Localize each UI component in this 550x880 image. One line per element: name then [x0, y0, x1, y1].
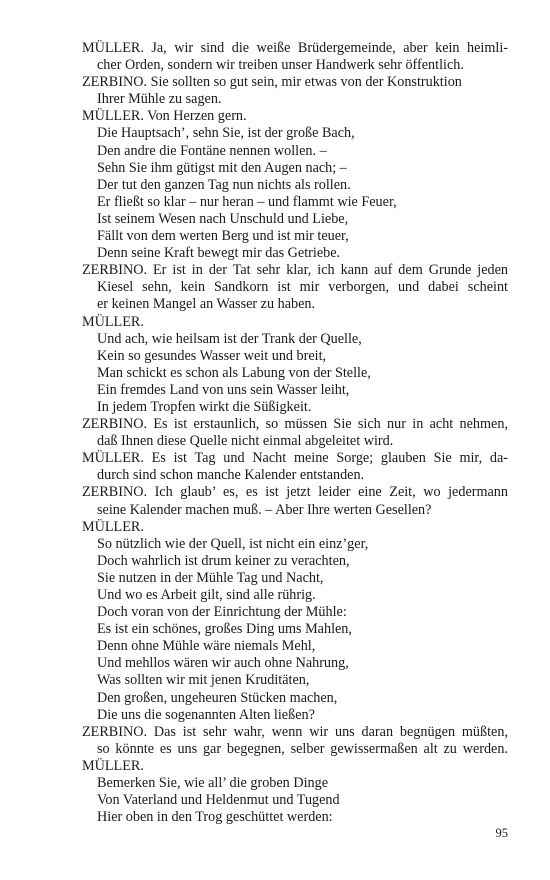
text-line: MÜLLER. Von Herzen gern.	[82, 108, 247, 125]
page-text	[82, 40, 508, 826]
text-line-continuation: Den andre die Fontäne nennen wollen. –	[97, 142, 327, 159]
text-line-continuation: Er fließt so klar – nur heran – und flammt wie Feuer,	[97, 193, 397, 210]
text-line-continuation: Was sollten wir mit jenen Kruditäten,	[97, 672, 310, 689]
text-line: MÜLLER.	[82, 757, 144, 774]
text-line-continuation: Und mehllos wären wir auch ohne Nahrung,	[97, 655, 349, 672]
text-line-continuation: Denn seine Kraft bewegt mir das Getriebe.	[97, 245, 341, 262]
text-line-continuation: Denn ohne Mühle wäre niemals Mehl,	[97, 638, 316, 655]
text-line: ZERBINO. Sie sollten so gut sein, mir etwas von der Konstruktion	[82, 74, 462, 91]
text-line-continuation: Ein fremdes Land von uns sein Wasser leiht,	[97, 381, 350, 398]
text-line-continuation: Doch voran von der Einrichtung der Mühle:	[97, 604, 347, 621]
text-line-continuation: Bemerken Sie, wie all’ die groben Dinge	[97, 775, 328, 792]
text-line-continuation: Man schickt es schon als Labung von der Stelle,	[97, 364, 371, 381]
text-line-continuation: Die uns die sogenannten Alten ließen?	[97, 706, 315, 723]
text-line-continuation: So nützlich wie der Quell, ist nicht ein einz’ger,	[97, 535, 369, 552]
text-line-continuation: Doch wahrlich ist drum keiner zu verachten,	[97, 552, 350, 569]
text-line: MÜLLER. Ja, wir sind die weiße Brüdergemeinde, aber kein heimli-	[82, 40, 508, 56]
text-line-continuation: so könnte es uns gar begegnen, selber gewissermaßen alt zu werden.	[97, 740, 508, 757]
text-line: MÜLLER. Es ist Tag und Nacht meine Sorge; glauben Sie mir, da-	[82, 450, 508, 467]
text-line-continuation: Ist seinem Wesen nach Unschuld und Liebe,	[97, 210, 349, 227]
text-line: ZERBINO. Ich glaub’ es, es ist jetzt leider eine Zeit, wo jedermann	[82, 484, 508, 501]
text-line-continuation: Fällt von dem werten Berg und ist mir teuer,	[97, 228, 349, 245]
text-line-continuation: cher Orden, sondern wir treiben unser Handwerk sehr öffentlich.	[97, 57, 464, 74]
text-line-continuation: Sie nutzen in der Mühle Tag und Nacht,	[97, 569, 324, 586]
text-line-continuation: Den großen, ungeheuren Stücken machen,	[97, 689, 338, 706]
text-line-continuation: er keinen Mangel an Wasser zu haben.	[97, 296, 316, 313]
page-number: 95	[495, 826, 508, 840]
text-line-continuation: Sehn Sie ihm gütigst mit den Augen nach; –	[97, 159, 347, 176]
text-line-continuation: Der tut den ganzen Tag nun nichts als rollen.	[97, 176, 351, 193]
text-line: ZERBINO. Es ist erstaunlich, so müssen Sie sich nur in acht nehmen,	[82, 416, 508, 433]
text-line-continuation: Es ist ein schönes, großes Ding ums Mahlen,	[97, 621, 352, 638]
text-line-continuation: durch sind schon manche Kalender entstanden.	[97, 467, 365, 484]
text-line-continuation: Von Vaterland und Heldenmut und Tugend	[97, 792, 340, 809]
text-line-continuation: Kiesel sehn, kein Sandkorn ist mir verborgen, und dabei scheint	[97, 279, 508, 296]
text-line-continuation: Und wo es Arbeit gilt, sind alle rührig.	[97, 587, 316, 603]
text-line-continuation: seine Kalender machen muß. – Aber Ihre werten Gesellen?	[97, 501, 432, 518]
text-line-continuation: In jedem Tropfen wirkt die Süßigkeit.	[97, 398, 312, 415]
text-line-continuation: Ihrer Mühle zu sagen.	[97, 91, 222, 108]
text-line: ZERBINO. Das ist sehr wahr, wenn wir uns daran begnügen müßten,	[82, 723, 508, 740]
text-line-continuation: Und ach, wie heilsam ist der Trank der Quelle,	[97, 330, 362, 347]
text-line-continuation: Kein so gesundes Wasser weit und breit,	[97, 347, 327, 364]
text-line: ZERBINO. Er ist in der Tat sehr klar, ich kann auf dem Grunde jeden	[82, 262, 508, 279]
text-line-continuation: Hier oben in den Trog geschüttet werden:	[97, 809, 333, 826]
text-line-continuation: Die Hauptsach’, sehn Sie, ist der große Bach,	[97, 125, 355, 142]
text-line-continuation: daß Ihnen diese Quelle nicht einmal abgeleitet wird.	[97, 433, 394, 450]
text-line: MÜLLER.	[82, 518, 144, 535]
text-line: MÜLLER.	[82, 313, 144, 330]
